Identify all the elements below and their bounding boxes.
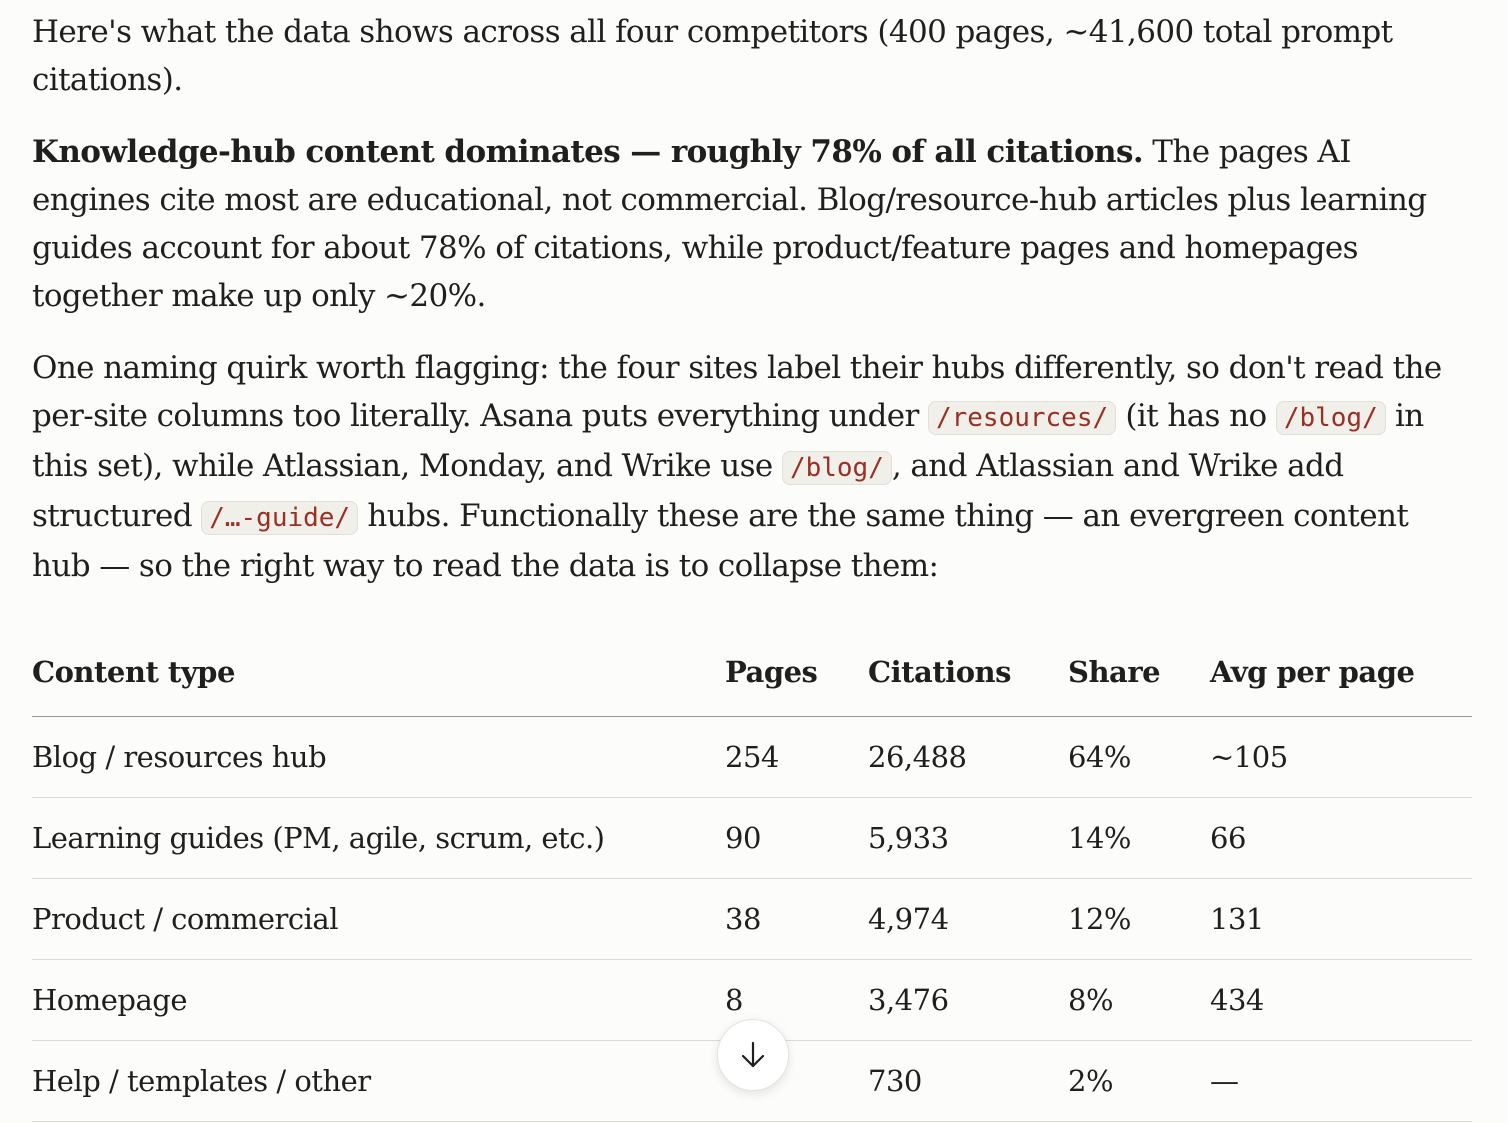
scroll-to-bottom-button[interactable] — [717, 1019, 789, 1091]
cell-content-type: Product / commercial — [32, 879, 725, 960]
naming-quirk-paragraph — [32, 344, 1472, 590]
cell-avg-per-page: 131 — [1210, 879, 1472, 960]
quirk-text-3: in this set), while Atlassian, Monday, and Wrike use — [32, 398, 1424, 484]
intro-paragraph: Here's what the data shows across all four competitors (400 pages, ~41,600 total prompt citations). — [32, 14, 1393, 98]
header-content-type: Content type — [32, 632, 725, 717]
table-header-row — [32, 632, 1472, 717]
finding-paragraph — [32, 128, 1472, 320]
quirk-text-1: One naming quirk worth flagging: the four sites label their hubs differently, so don't read the per-site columns too literally. Asana puts everything under — [32, 350, 1442, 434]
table-row — [32, 879, 1472, 960]
code-blog-path: /blog/ — [1276, 401, 1386, 435]
cell-pages: 254 — [725, 717, 868, 798]
header-pages: Pages — [725, 632, 868, 717]
cell-citations: 26,488 — [868, 717, 1068, 798]
table-row — [32, 798, 1472, 879]
quirk-text-2: (it has no — [1116, 398, 1276, 434]
cell-avg-per-page: 66 — [1210, 798, 1472, 879]
cell-pages: 90 — [725, 798, 868, 879]
article-content — [32, 8, 1472, 1122]
code-resources-path: /resources/ — [928, 401, 1116, 435]
cell-pages: 8 — [725, 960, 868, 1041]
cell-share: 2% — [1068, 1041, 1210, 1122]
cell-citations: 730 — [868, 1041, 1068, 1122]
quirk-text-4: , and Atlassian and Wrike add structured — [32, 448, 1344, 534]
cell-avg-per-page: ~105 — [1210, 717, 1472, 798]
table-row — [32, 717, 1472, 798]
finding-text: The pages AI engines cite most are educational, not commercial. Blog/resource-hub articles plus learning guides account for about 78% of citations, while product/feature pages and homepages together make up only ~20%. — [32, 134, 1427, 314]
cell-avg-per-page: — — [1210, 1041, 1472, 1122]
cell-share: 64% — [1068, 717, 1210, 798]
cell-share: 12% — [1068, 879, 1210, 960]
cell-content-type: Help / templates / other — [32, 1041, 725, 1122]
cell-citations: 3,476 — [868, 960, 1068, 1041]
cell-citations: 4,974 — [868, 879, 1068, 960]
cell-content-type: Learning guides (PM, agile, scrum, etc.) — [32, 798, 725, 879]
cell-pages: 38 — [725, 879, 868, 960]
header-citations: Citations — [868, 632, 1068, 717]
cell-citations: 5,933 — [868, 798, 1068, 879]
code-guide-path: /…-guide/ — [201, 501, 358, 535]
cell-content-type: Homepage — [32, 960, 725, 1041]
cell-avg-per-page: 434 — [1210, 960, 1472, 1041]
cell-share: 14% — [1068, 798, 1210, 879]
header-avg-per-page: Avg per page — [1210, 632, 1472, 717]
code-blog-path-2: /blog/ — [782, 451, 892, 485]
arrow-down-icon — [739, 1040, 767, 1070]
quirk-text-5: hubs. Functionally these are the same thing — an evergreen content hub — so the right way to read the data is to collapse them: — [32, 498, 1409, 584]
cell-content-type: Blog / resources hub — [32, 717, 725, 798]
finding-headline: Knowledge-hub content dominates — roughly 78% of all citations. — [32, 134, 1144, 170]
header-share: Share — [1068, 632, 1210, 717]
cell-share: 8% — [1068, 960, 1210, 1041]
